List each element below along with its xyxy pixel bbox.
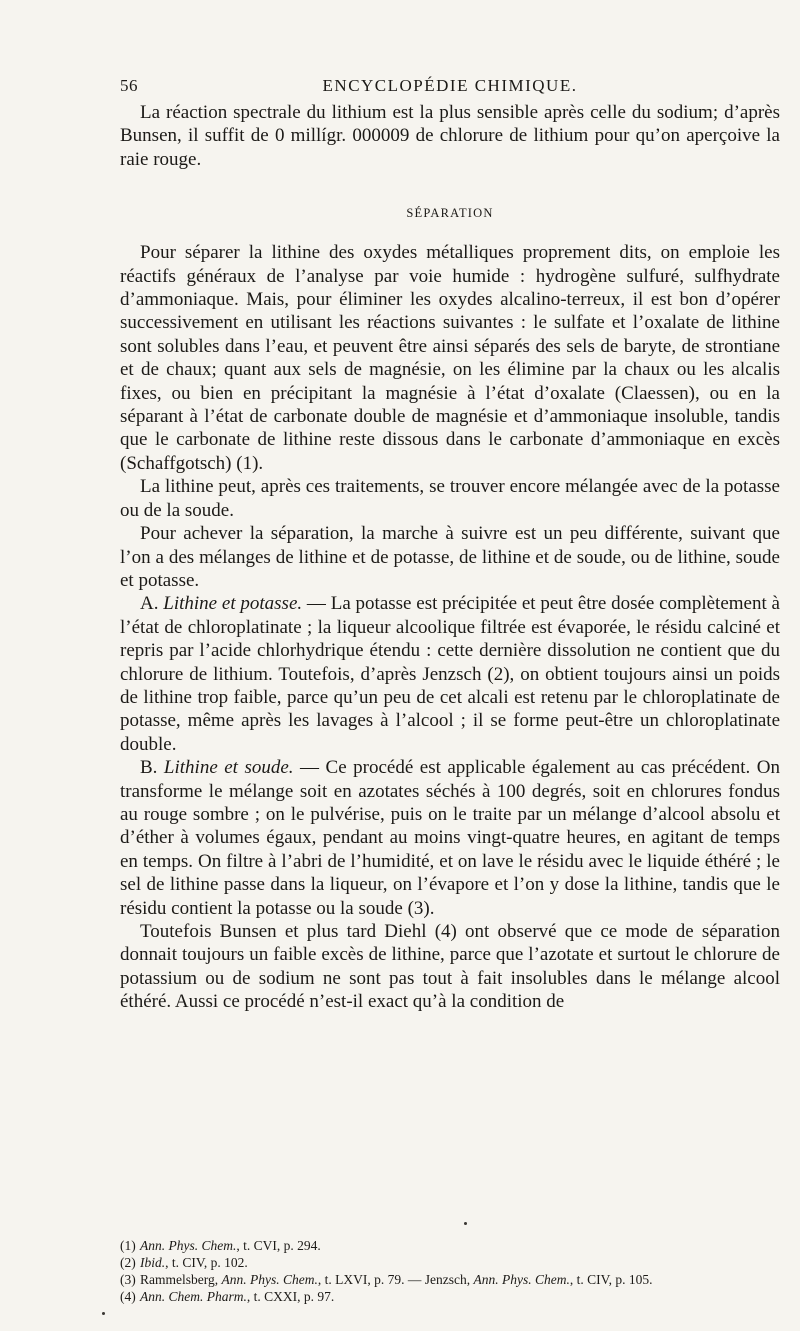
footnote-number: (4)	[120, 1289, 136, 1304]
footnote	[120, 1271, 780, 1288]
paragraph-2: La lithine peut, après ces traitements, se trouver encore mélangée avec de la potasse ou de la soude.	[120, 476, 780, 521]
running-header	[120, 76, 780, 100]
footnote	[120, 1254, 780, 1271]
footnote-author: Rammelsberg,	[140, 1272, 222, 1287]
paragraph-4-label: A.	[140, 593, 164, 615]
main-text	[120, 101, 780, 1014]
footnote-ref-mid: , t. LXVI, p. 79. — Jenzsch,	[317, 1272, 474, 1287]
footnote-ref: , t. CIV, p. 102.	[165, 1255, 248, 1270]
footnotes	[120, 1237, 780, 1305]
paragraph-5-text: — Ce procédé est applicable également au cas précédent. On transforme le mélange soit en azotates séchés à 100 degrés, soit en chlorures fondus au rouge sombre ; on le pulvérise, puis on le traite par un mélange d’alcool absolu et d’éther à volumes égaux, pendant au moins vingt-quatre heures, en agitant de temps en temps. On filtre à l’abri de l’humidité, et on lave le résidu avec le liquide éthéré ; le sel de lithine passe dans la liqueur, on l’évapore et l’on y dose la lithine, tandis que le résidu contient la potasse ou la soude (3).	[120, 757, 780, 919]
footnote-ref: , t. CXXI, p. 97.	[246, 1289, 335, 1304]
footnote-journal: Ibid.	[140, 1255, 166, 1270]
intro-paragraph: La réaction spectrale du lithium est la plus sensible après celle du sodium; d’après Bunsen, il suffit de 0 millígr. 000009 de chlorure de lithium pour qu’on aperçoive la raie rouge.	[120, 102, 780, 170]
page-number: 56	[120, 76, 138, 95]
footnote-journal: Ann. Phys. Chem.	[221, 1272, 318, 1287]
footnote-journal: Ann. Phys. Chem.	[140, 1238, 237, 1253]
paragraph-3: Pour achever la séparation, la marche à suivre est un peu différente, suivant que l’on a des mélanges de lithine et de potasse, de lithine et de soude, ou de lithine, soude et potasse.	[120, 523, 780, 591]
paragraph-1: Pour séparer la lithine des oxydes métalliques proprement dits, on emploie les réactifs généraux de l’analyse par voie humide : hydrogène sulfuré, sulfhydrate d’ammoniaque. Mais, pour éliminer les oxydes alcalino-terreux, il est bon d’opérer successivement en utilisant les réactions suivantes : le sulfate et l’oxalate de lithine sont solubles dans l’eau, et peuvent être ainsi séparés des sels de baryte, de strontiane et de chaux; quant aux sels de magnésie, on les élimine par la chaux ou les alcalis fixes, ou bien en précipitant la magnésie à l’état d’oxalate (Claessen), ou en la séparant à l’état de carbonate double de magnésie et d’ammoniaque insoluble, tandis que le carbonate de lithine reste dissous dans le carbonate d’ammoniaque en excès (Schaffgotsch) (1).	[120, 242, 780, 474]
footnote-number: (2)	[120, 1255, 136, 1270]
footnote	[120, 1237, 780, 1254]
paragraph-4	[120, 592, 780, 756]
paragraph-4-text: — La potasse est précipitée et peut être dosée complètement à l’état de chloroplatinate ; la liqueur alcoolique filtrée est évaporée, le résidu calciné et repris par l’acide chlorhydrique étendu : cette dernière dissolution ne contient que du chlorure de lithium. Toutefois, d’après Jenzsch (2), on obtient toujours ainsi un poids de lithine trop faible, parce qu’un peu de cet alcali est retenu par le chloroplatinate de potasse, même après les lavages à l’alcool ; il se forme peut-être un chloroplatinate double.	[120, 593, 780, 755]
footnote-journal: Ann. Chem. Pharm.	[140, 1289, 247, 1304]
running-title: ENCYCLOPÉDIE CHIMIQUE.	[322, 76, 578, 95]
footnote-ref: , t. CIV, p. 105.	[569, 1272, 653, 1287]
footnote-journal-2: Ann. Phys. Chem.	[473, 1272, 570, 1287]
section-title: SÉPARATION	[406, 206, 494, 221]
paragraph-5	[120, 756, 780, 920]
paragraph-6: Toutefois Bunsen et plus tard Diehl (4) ont observé que ce mode de séparation donnait toujours un faible excès de lithine, parce que l’azotate et surtout le chlorure de potassium ou de sodium ne sont pas tout à fait insolubles dans le mélange alcool éthéré. Aussi ce procédé n’est-il exact qu’à la condition de	[120, 921, 780, 1013]
footnote-ref: , t. CVI, p. 294.	[236, 1238, 321, 1253]
paragraph-4-title: Lithine et potasse.	[163, 593, 303, 615]
footnote-number: (3)	[120, 1272, 136, 1287]
ink-speck	[464, 1222, 467, 1225]
footnote-number: (1)	[120, 1238, 136, 1253]
ink-speck	[102, 1312, 105, 1315]
paragraph-5-label: B.	[140, 757, 164, 779]
footnote	[120, 1288, 780, 1305]
paragraph-5-title: Lithine et soude.	[163, 757, 294, 779]
